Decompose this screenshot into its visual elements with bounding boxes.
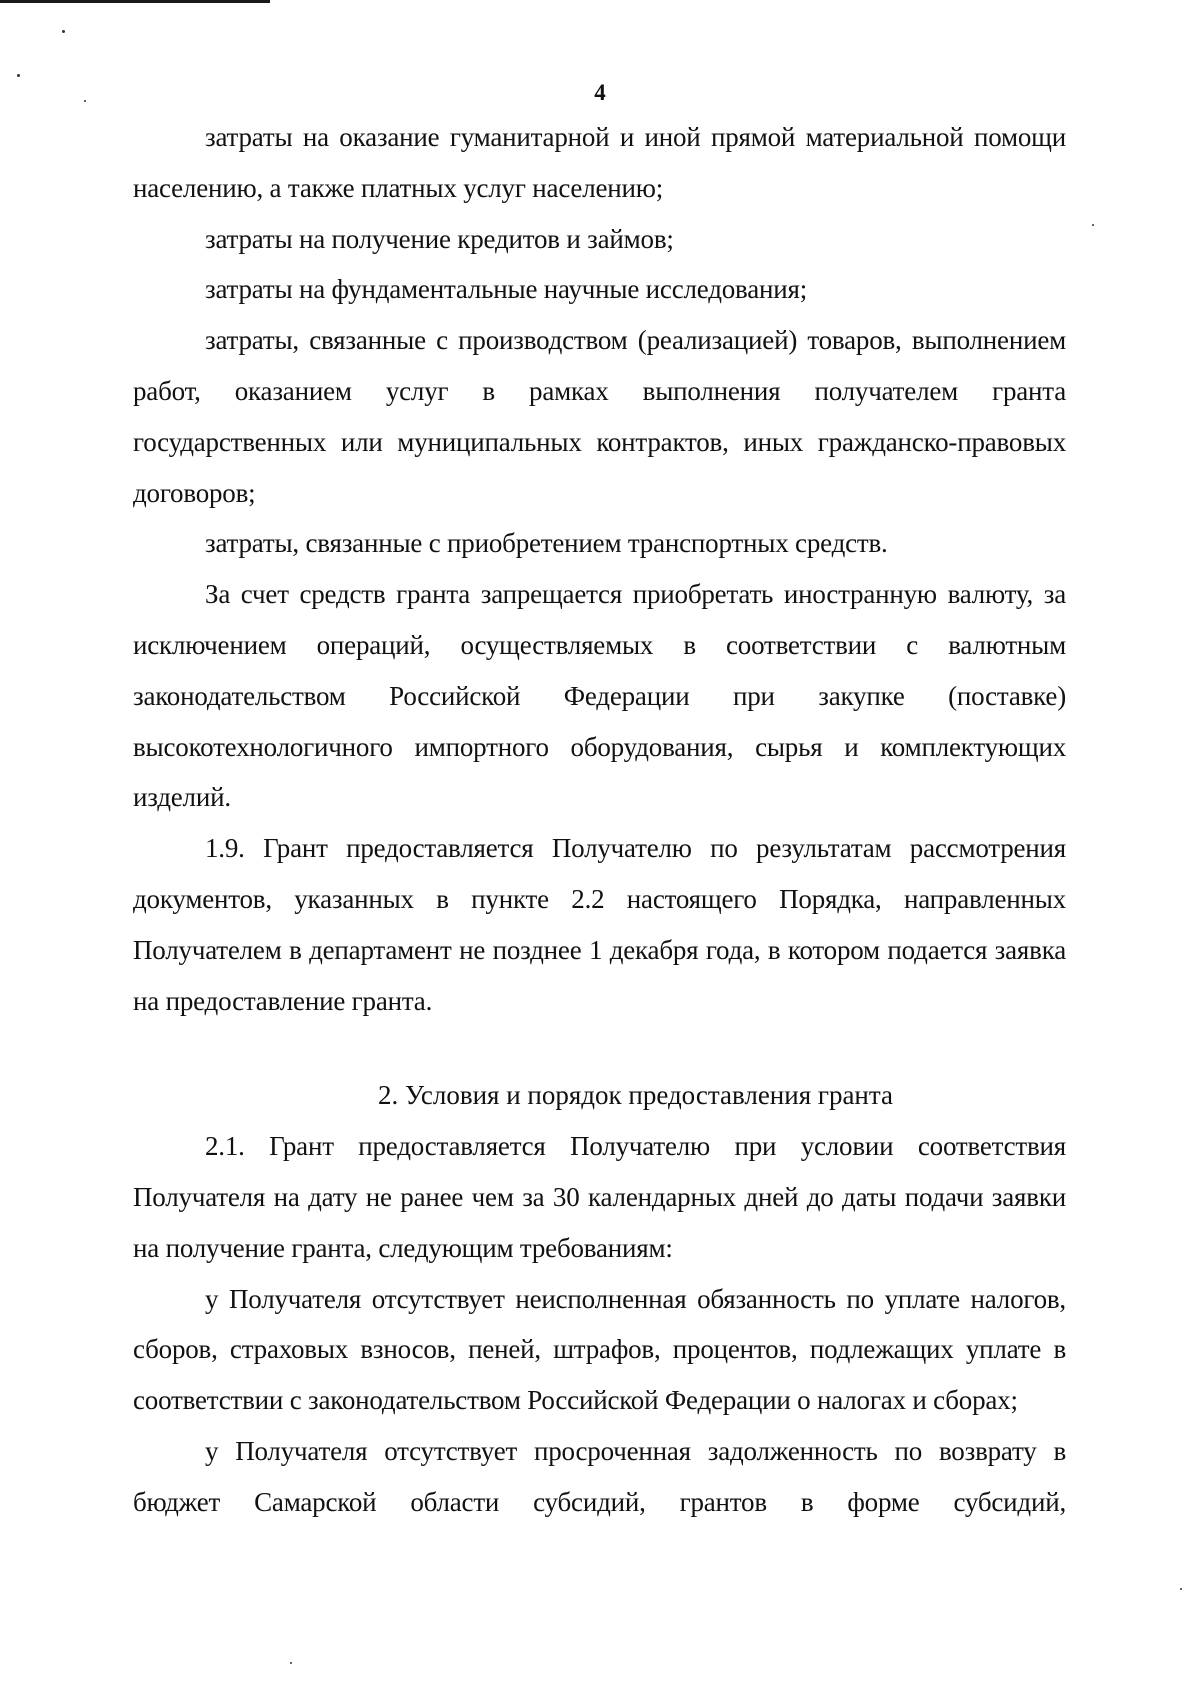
scan-speck xyxy=(62,30,65,33)
paragraph: затраты на фундаментальные научные исследования; xyxy=(205,274,808,305)
paragraph: 1.9. Грант предоставляется Получателю по результатам рассмотрения документов, указанных в пункте 2.2 настоящего Порядка, направленных Получателем в департамент не позднее 1 декабря года, в котором подается заявка на предоставление гранта. xyxy=(133,833,1066,1016)
paragraph: 2.1. Грант предоставляется Получателю при условии соответствия Получателя на дату не ранее чем за 30 календарных дней до даты подачи заявки на получение гранта, следующим требованиям: xyxy=(133,1131,1066,1263)
scan-speck xyxy=(17,74,20,77)
scan-speck xyxy=(1092,224,1094,226)
paragraph: затраты на получение кредитов и займов; xyxy=(205,223,674,254)
paragraph: затраты, связанные с приобретением транспортных средств. xyxy=(205,528,888,559)
scan-speck xyxy=(290,1662,292,1664)
document-body xyxy=(133,112,1066,1528)
paragraph: затраты на оказание гуманитарной и иной прямой материальной помощи населению, а также платных услуг населению; xyxy=(133,122,1066,203)
paragraph: затраты, связанные с производством (реализацией) товаров, выполнением работ, оказанием услуг в рамках выполнения получателем гранта государственных или муниципальных контрактов, иных гражданско-правовых договоров; xyxy=(133,325,1066,508)
page-number: 4 xyxy=(594,80,606,105)
scan-artifact-line xyxy=(0,0,270,3)
scan-speck xyxy=(1180,1588,1182,1590)
paragraph: у Получателя отсутствует просроченная задолженность по возврату в бюджет Самарской области субсидий, грантов в форме субсидий, xyxy=(133,1435,1066,1517)
paragraph: За счет средств гранта запрещается приобретать иностранную валюту, за исключением операций, осуществляемых в соответствии с валютным законодательством Российской Федерации при закупке (поставке) высокотехнологичного импортного оборудования, сырья и комплектующих изделий. xyxy=(133,579,1066,813)
section-heading: 2. Условия и порядок предоставления гранта xyxy=(378,1080,893,1111)
paragraph: у Получателя отсутствует неисполненная обязанность по уплате налогов, сборов, страховых взносов, пеней, штрафов, процентов, подлежащих уплате в соответствии с законодательством Российской Федерации о налогах и сборах; xyxy=(133,1283,1066,1416)
